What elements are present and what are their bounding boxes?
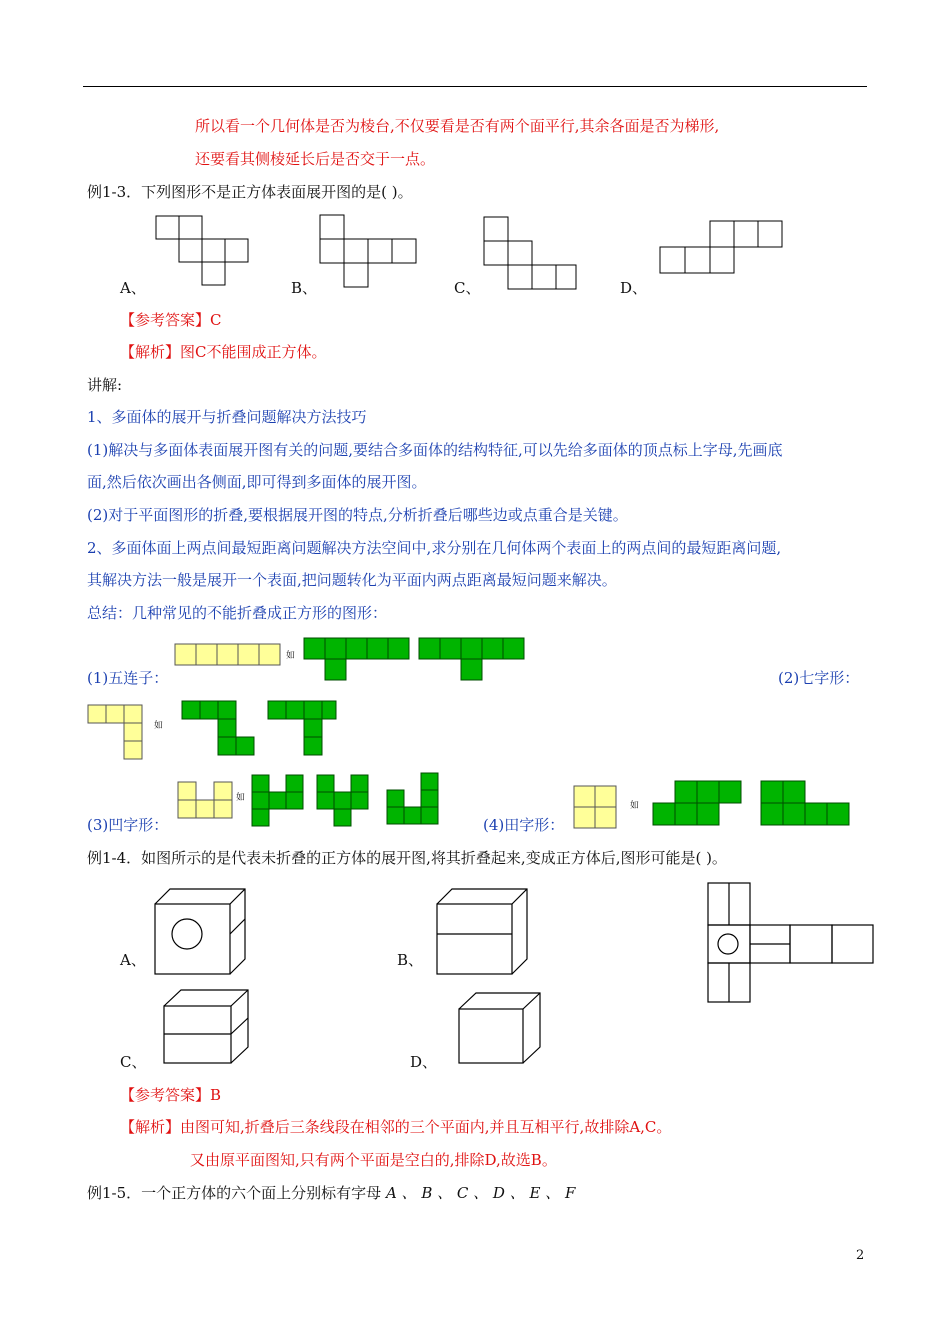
lecture-p4b: 其解决方法一般是展开一个表面,把问题转化为平面内两点距离最短问题来解决。 xyxy=(87,571,617,589)
ex15-letters: A 、 B 、 C 、 D 、 E 、 F xyxy=(385,1184,576,1202)
ex15-question-row xyxy=(87,1183,575,1203)
ru-label-1: 如 xyxy=(286,651,296,661)
ex13-option-d: D、 xyxy=(620,279,648,297)
ex14-analysis-tag: 【解析】 xyxy=(120,1118,181,1136)
ex14-analysis-line1: 由图可知,折叠后三条线段在相邻的三个平面内,并且互相平行,故排除A,C。 xyxy=(180,1118,672,1136)
ex13-question: 例1-3．下列图形不是正方体表面展开图的是( )。 xyxy=(87,183,413,201)
ex14-question: 例1-4．如图所示的是代表未折叠的正方体的展开图,将其折叠起来,变成正方体后,图形可能是( )。 xyxy=(87,849,727,867)
ex13-option-a: A、 xyxy=(120,279,146,297)
ru-label-4: 如 xyxy=(630,801,640,811)
ru-label-3: 如 xyxy=(236,793,246,803)
summary-label-3: (3)凹字形： xyxy=(87,816,169,834)
summary-label-1: (1)五连子： xyxy=(87,669,169,687)
ex15-question: 例1-5．一个正方体的六个面上分别标有字母 xyxy=(87,1184,382,1202)
ex14-analysis-row xyxy=(120,1117,671,1137)
lecture-p2a: (1)解决与多面体表面展开图有关的问题,要结合多面体的结构特征,可以先给多面体的顶点标上字母,先画底 xyxy=(87,441,783,459)
lecture-p3: (2)对于平面图形的折叠,要根据展开图的特点,分析折叠后哪些边或点重合是关键。 xyxy=(87,506,628,524)
note-line-1: 所以看一个几何体是否为棱台,不仅要看是否有两个面平行,其余各面是否为梯形, xyxy=(195,117,720,135)
summary-heading: 总结：几种常见的不能折叠成正方形的图形： xyxy=(87,604,388,622)
ex14-option-a: A、 xyxy=(120,951,146,969)
ex14-analysis-line2: 又由原平面图知,只有两个平面是空白的,排除D,故选B。 xyxy=(190,1151,557,1169)
ex14-option-b: B、 xyxy=(397,951,424,969)
summary-label-4: (4)田字形： xyxy=(483,816,565,834)
ex13-option-b: B、 xyxy=(291,279,318,297)
lecture-heading: 讲解: xyxy=(87,376,123,394)
page-number: 2 xyxy=(856,1248,865,1263)
lecture-p2b: 面,然后依次画出各侧面,即可得到多面体的展开图。 xyxy=(87,473,427,491)
summary-label-2: (2)七字形： xyxy=(778,669,860,687)
lecture-p1: 1、多面体的展开与折叠问题解决方法技巧 xyxy=(87,408,367,426)
note-line-2: 还要看其侧棱延长后是否交于一点。 xyxy=(195,150,436,168)
ex14-answer: 【参考答案】B xyxy=(120,1086,222,1104)
ex13-analysis: 【解析】图C不能围成正方体。 xyxy=(120,343,327,361)
ex14-option-d: D、 xyxy=(410,1053,438,1071)
ru-label-2: 如 xyxy=(154,721,164,731)
ex13-answer: 【参考答案】C xyxy=(120,311,222,329)
lecture-p4a: 2、多面体面上两点间最短距离问题解决方法空间中,求分别在几何体两个表面上的两点间的最短距离问题, xyxy=(87,539,782,557)
ex13-option-c: C、 xyxy=(454,279,481,297)
ex14-option-c: C、 xyxy=(120,1053,147,1071)
